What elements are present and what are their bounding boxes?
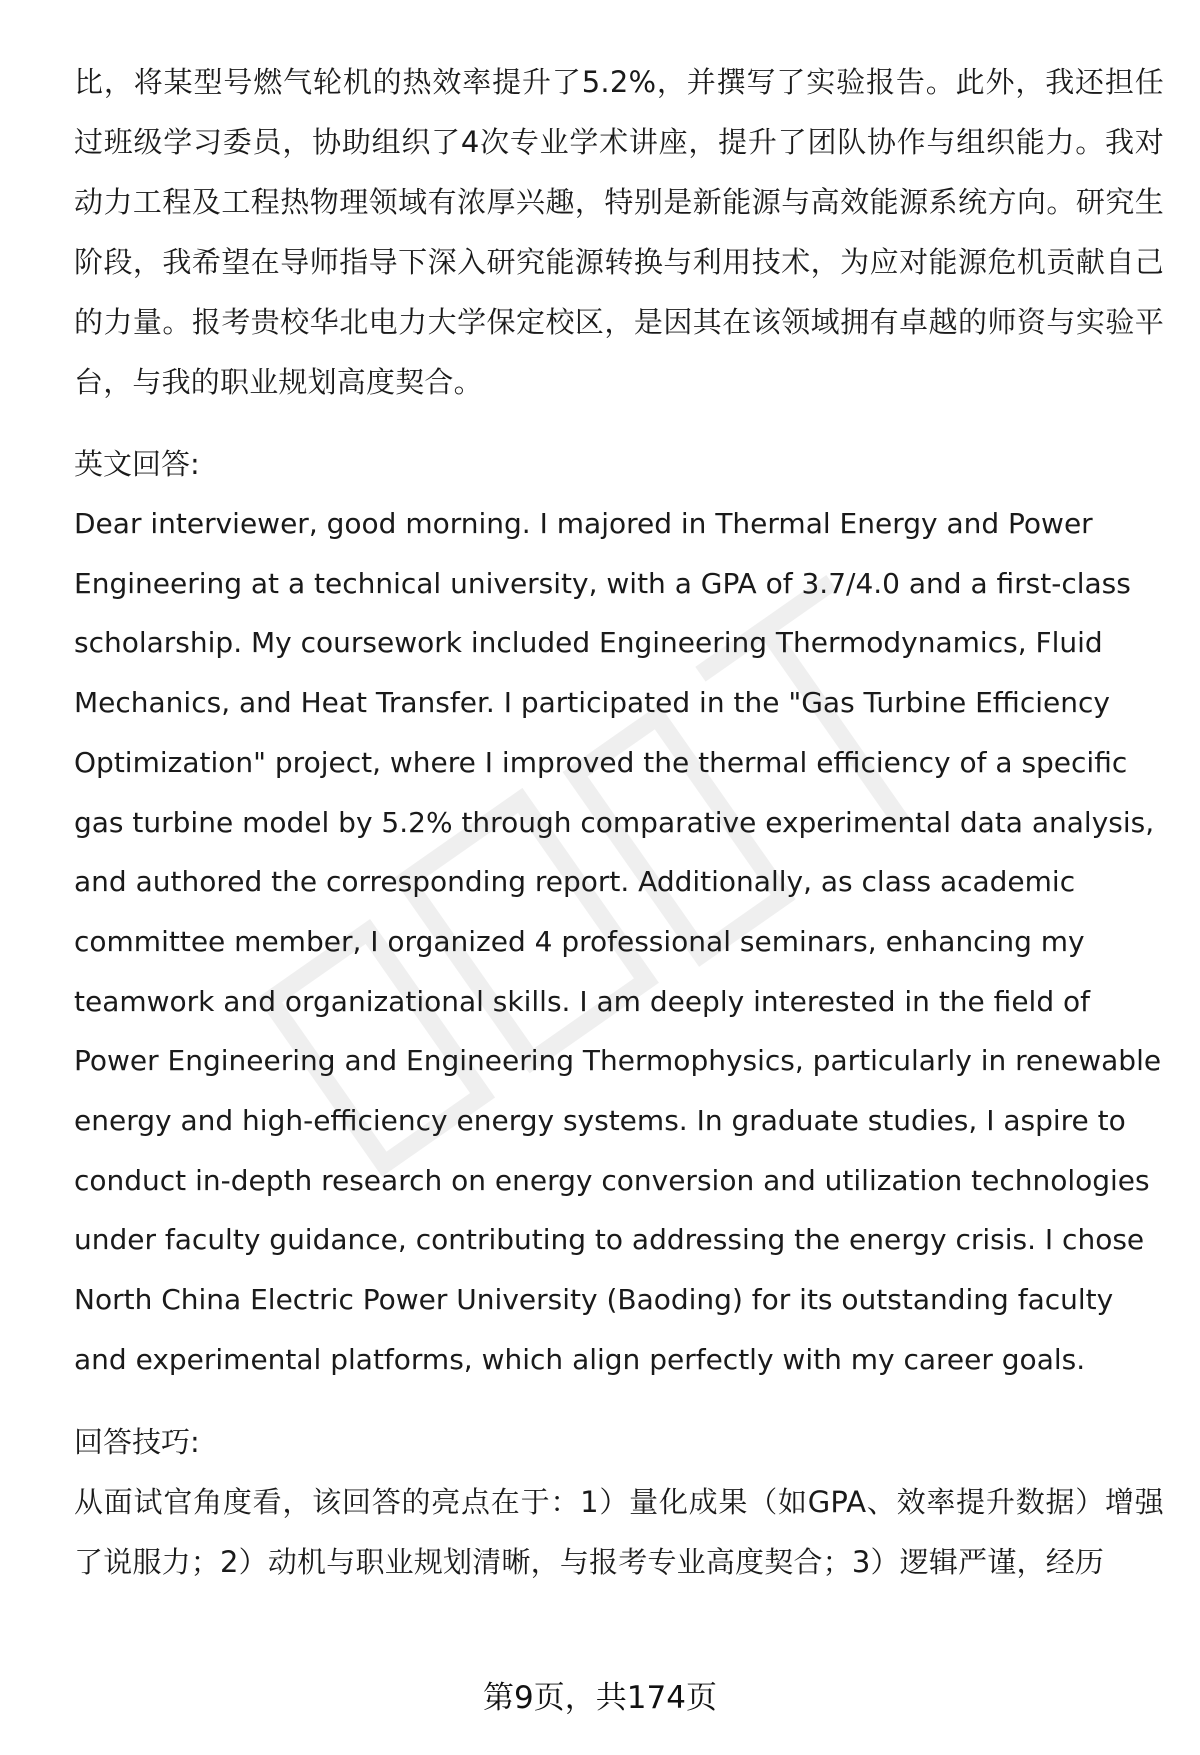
- english-answer-heading: 英文回答:: [74, 447, 200, 481]
- tips-paragraph: 从面试官角度看，该回答的亮点在于：1）量化成果（如GPA、效率提升数据）增强了说服力；2）动机与职业规划清晰，与报考专业高度契合；3）逻辑严谨，经历: [74, 1484, 1164, 1579]
- spacer: [74, 1390, 1164, 1412]
- intro-paragraph: 比，将某型号燃气轮机的热效率提升了5.2%，并撰写了实验报告。此外，我还担任过班级学习委员，协助组织了4次专业学术讲座，提升了团队协作与组织能力。我对动力工程及工程热物理领域有浓厚兴趣，特别是新能源与高效能源系统方向。研究生阶段，我希望在导师指导下深入研究能源转换与利用技术，为应对能源危机贡献自己的力量。报考贵校华北电力大学保定校区，是因其在该领域拥有卓越的师资与实验平台，与我的职业规划高度契合。: [74, 65, 1164, 399]
- tips-heading: 回答技巧:: [74, 1424, 200, 1459]
- document-page: [74, 52, 1164, 1592]
- page-footer: 第9页，共174页: [483, 1680, 717, 1716]
- spacer: [74, 412, 1164, 434]
- english-answer-paragraph: Dear interviewer, good morning. I majored in Thermal Energy and Power Engineering at a technical university, with a GPA of 3.7/4.0 and a first-class scholarship. My coursework included Engineering Thermodynamics, Fluid Mechanics, and Heat Transfer. I participated in the "Gas Turbine Efficiency Optimization" project, where I improved the thermal efficiency of a specific gas turbine model by 5.2% through comparative experimental data analysis, and authored the corresponding report. Additionally, as class academic committee member, I organized 4 professional seminars, enhancing my teamwork and organizational skills. I am deeply interested in the field of Power Engineering and Engineering Thermophysics, particularly in renewable energy and high-efficiency energy systems. In graduate studies, I aspire to conduct in-depth research on energy conversion and utilization technologies under faculty guidance, contributing to addressing the energy crisis. I chose North China Electric Power University (Baoding) for its outstanding faculty and experimental platforms, which align perfectly with my career goals.: [74, 507, 1162, 1376]
